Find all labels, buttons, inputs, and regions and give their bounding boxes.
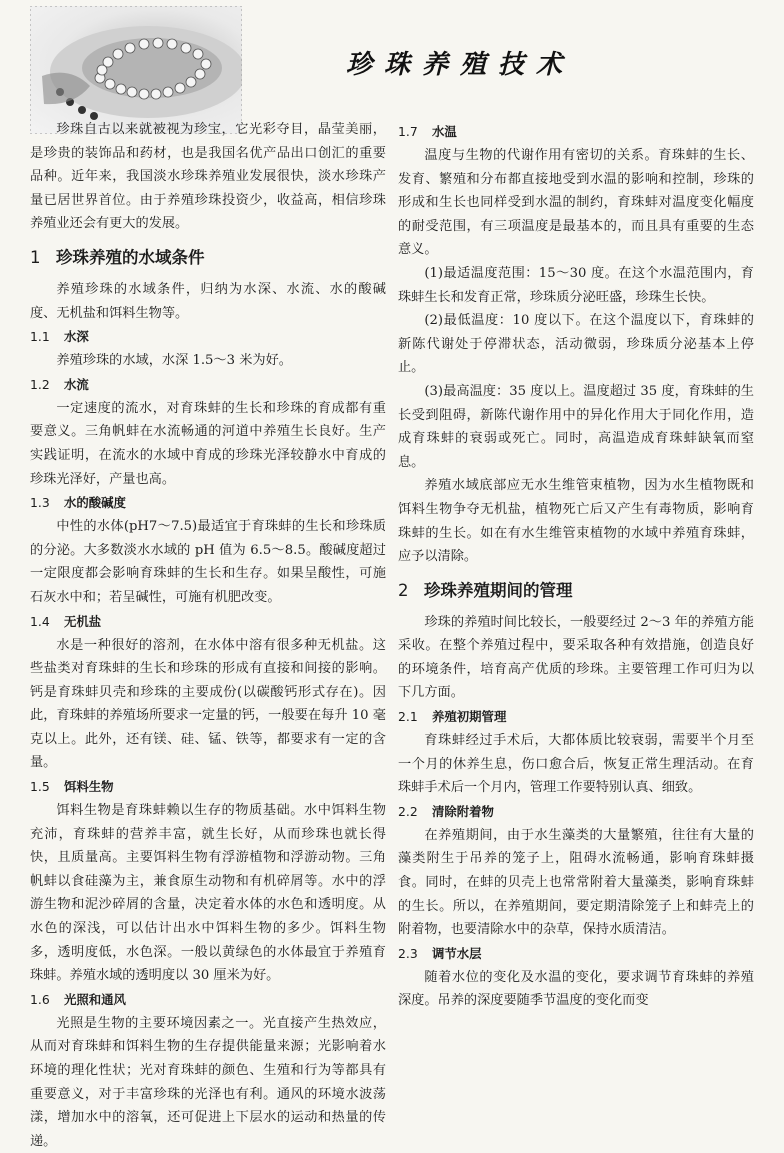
subsection-1-7-text: 温度与生物的代谢作用有密切的关系。育珠蚌的生长、发育、繁殖和分布都直接地受到水温的影响和控制，珍珠的形成和生长也同样受到水温的制约，育珠蚌对温度变化幅度的耐受范围，有三项温度是最基本的，而且具有重要的生态意义。 bbox=[398, 148, 754, 258]
subsection-1-3-text: 中性的水体(pH7～7.5)最适宜于育珠蚌的生长和珍珠质的分泌。大多数淡水水域的 pH 值为 6.5～8.5。酸碱度超过一定限度都会影响育珠蚌的生长和生存。如果呈酸性，可施石灰水中和；若呈碱性，可施有机肥改变。 bbox=[30, 519, 386, 605]
pearl-photo bbox=[30, 6, 242, 134]
subsection-number: 2.1 bbox=[398, 709, 418, 725]
subsection-number: 1.2 bbox=[30, 376, 50, 392]
subsection-1-1-text: 养殖珍珠的水域，水深 1.5～3 米为好。 bbox=[56, 353, 292, 369]
right-column bbox=[398, 120, 754, 1013]
subsection-number: 2.3 bbox=[398, 945, 418, 961]
subsection-2-3-heading bbox=[398, 943, 754, 965]
subsection-number: 1.6 bbox=[30, 991, 50, 1007]
subsection-1-5-text: 饵料生物是育珠蚌赖以生存的物质基础。水中饵料生物充沛，育珠蚌的营养丰富，就生长好，从而珍珠也就长得快，且质量高。主要饵料生物有浮游植物和浮游动物。三角帆蚌以食硅藻为主，兼食原生动物和有机碎屑等。水中的浮游生物和泥沙碎屑的含量，决定着水体的水色和透明度。从水色的深浅，可以估计出水中饵料生物的多少。饵料生物多，透明度低，水色深。一般以黄绿色的水体最宜于养殖育珠蚌。养殖水域的透明度以 30 厘米为好。 bbox=[30, 803, 386, 984]
subsection-1-5-heading bbox=[30, 776, 386, 798]
subsection-2-2-heading bbox=[398, 801, 754, 823]
intro-paragraph: 珍珠自古以来就被视为珍宝，它光彩夺目，晶莹美丽，是珍贵的装饰品和药材，也是我国名优产品出口创汇的重要品种。近年来，我国淡水珍珠养殖业发展很快，淡水珍珠产量已居世界首位。由于养殖珍珠投资少，收益高，相信珍珠养殖业还会有更大的发展。 bbox=[30, 122, 386, 232]
subsection-1-6-text: 光照是生物的主要环境因素之一。光直接产生热效应，从而对育珠蚌和饵料生物的生存提供能量来源；光影响着水环境的理化性状；光对育珠蚌的颜色、生殖和行为等都具有重要意义，对于丰富珍珠的光泽也有利。通风的环境水波荡漾，增加水中的溶氧，还可促进上下层水的运动和热量的传递。 bbox=[30, 1015, 386, 1149]
section-number: 2 bbox=[398, 580, 409, 600]
section-number: 1 bbox=[30, 247, 41, 267]
maximum-temperature-text: (3)最高温度：35 度以上。温度超过 35 度，育珠蚌的生长受到阻碍，新陈代谢作用中的异化作用大于同化作用，造成育珠蚌的衰弱或死亡。同时，高温造成育珠蚌缺氧而窒息。 bbox=[398, 383, 754, 470]
subsection-title: 清除附着物 bbox=[432, 803, 494, 819]
section-2-intro: 珍珠的养殖时间比较长，一般要经过 2～3 年的养殖方能采收。在整个养殖过程中，要采取各种有效措施，创造良好的环境条件，培育高产优质的珍珠。主要管理工作可归为以下几方面。 bbox=[398, 614, 754, 701]
section-1-intro: 养殖珍珠的水域条件，归纳为水深、水流、水的酸碱度、无机盐和饵料生物等。 bbox=[30, 281, 386, 321]
subsection-number: 1.4 bbox=[30, 613, 50, 629]
subsection-number: 2.2 bbox=[398, 803, 418, 819]
subsection-2-2-text: 在养殖期间，由于水生藻类的大量繁殖，往往有大量的藻类附生于吊养的笼子上，阻碍水流畅通，影响育珠蚌摄食。同时，在蚌的贝壳上也常常附着大量藻类，影响育珠蚌的生长。所以，在养殖期间，要定期清除笼子上和蚌壳上的附着物，也要清除水中的杂草，保持水质清洁。 bbox=[398, 827, 754, 938]
aquatic-plants-text: 养殖水域底部应无水生维管束植物，因为水生植物既和饵料生物争夺无机盐，植物死亡后又产生有毒物质，影响育珠蚌的生长。如在有水生维管束植物的水域中养殖育珠蚌，应予以清除。 bbox=[398, 478, 754, 565]
subsection-title: 无机盐 bbox=[64, 613, 102, 629]
subsection-1-2-text: 一定速度的流水，对育珠蚌的生长和珍珠的育成都有重要意义。三角帆蚌在水流畅通的河道中养殖生长良好。生产实践证明，在流水的水域中育成的珍珠光泽较静水中育成的珍珠光泽好，产量也高。 bbox=[30, 400, 386, 487]
section-2-heading bbox=[398, 579, 754, 603]
subsection-number: 1.7 bbox=[398, 124, 418, 139]
subsection-1-1-heading bbox=[30, 326, 386, 348]
article-title: 珍珠养殖技术 bbox=[345, 50, 574, 80]
subsection-title: 水的酸碱度 bbox=[64, 495, 126, 511]
subsection-number: 1.3 bbox=[30, 495, 50, 511]
subsection-title: 光照和通风 bbox=[64, 991, 126, 1007]
subsection-1-3-heading bbox=[30, 492, 386, 514]
subsection-number: 1.1 bbox=[30, 329, 50, 345]
subsection-title: 水深 bbox=[64, 329, 89, 345]
subsection-2-1-text: 育珠蚌经过手术后，大都体质比较衰弱，需要半个月至一个月的休养生息，伤口愈合后，恢复正常生理活动。在育珠蚌手术后一个月内，管理工作要特别认真、细致。 bbox=[398, 733, 754, 796]
subsection-1-4-text: 水是一种很好的溶剂，在水体中溶有很多种无机盐。这些盐类对育珠蚌的生长和珍珠的形成有直接和间接的影响。钙是育珠蚌贝壳和珍珠的主要成份(以碳酸钙形式存在)。因此，育珠蚌的养殖场所要求一定量的钙，一般要在每升 10 毫克以上。此外，还有镁、硅、锰、铁等，都要求有一定的含量。 bbox=[30, 637, 386, 771]
subsection-number: 1.5 bbox=[30, 779, 50, 795]
optimal-temperature-text: (1)最适温度范围：15～30 度。在这个水温范围内，育珠蚌生长和发育正常，珍珠质分泌旺盛，珍珠生长快。 bbox=[398, 265, 754, 305]
subsection-title: 水温 bbox=[432, 124, 457, 139]
pearl-image bbox=[30, 6, 242, 134]
left-column bbox=[30, 118, 386, 1153]
subsection-1-6-heading bbox=[30, 989, 386, 1011]
minimum-temperature-text: (2)最低温度：10 度以下。在这个温度以下，育珠蚌的新陈代谢处于停滞状态，活动微弱，珍珠质分泌基本上停止。 bbox=[398, 313, 754, 376]
subsection-1-2-heading bbox=[30, 374, 386, 396]
subsection-1-7-heading bbox=[398, 121, 754, 143]
subsection-title: 养殖初期管理 bbox=[432, 709, 507, 725]
section-1-heading bbox=[30, 246, 386, 270]
subsection-title: 水流 bbox=[64, 376, 89, 392]
subsection-2-3-text: 随着水位的变化及水温的变化，要求调节育珠蚌的养殖深度。吊养的深度要随季节温度的变化而变 bbox=[398, 969, 754, 1009]
subsection-title: 饵料生物 bbox=[64, 779, 114, 795]
subsection-title: 调节水层 bbox=[432, 945, 482, 961]
section-title: 珍珠养殖期间的管理 bbox=[424, 580, 573, 600]
subsection-1-4-heading bbox=[30, 611, 386, 633]
section-title: 珍珠养殖的水域条件 bbox=[56, 247, 205, 267]
subsection-2-1-heading bbox=[398, 706, 754, 728]
